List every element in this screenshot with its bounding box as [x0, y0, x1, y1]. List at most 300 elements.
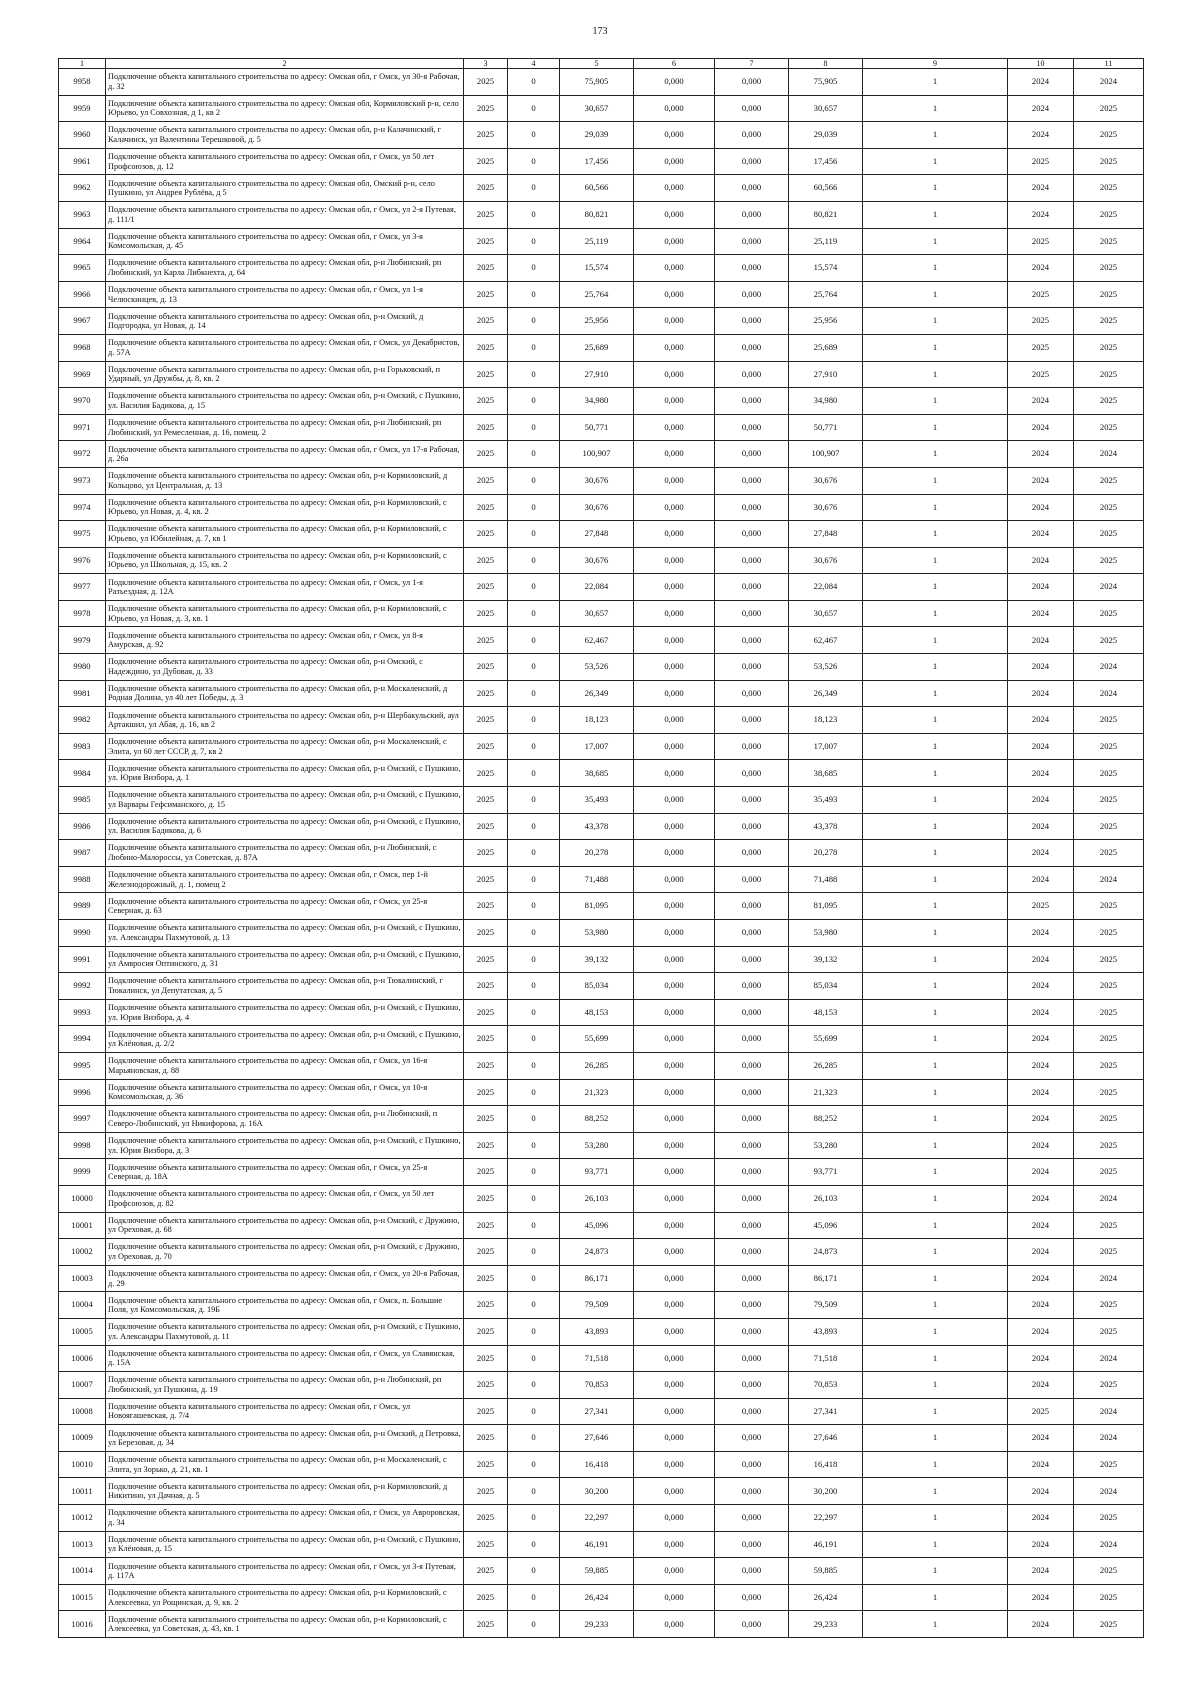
table-row: [59, 122, 1144, 149]
table-row: [59, 414, 1144, 441]
zero-cell: 0,000: [634, 361, 715, 388]
start-year-cell: 2024: [1008, 1106, 1074, 1133]
zero-cell: 0,000: [634, 1531, 715, 1558]
zero-cell: 0,000: [715, 1345, 789, 1372]
start-year-cell: 2024: [1008, 813, 1074, 840]
count-cell: 1: [863, 1132, 1008, 1159]
count-cell: 1: [863, 866, 1008, 893]
column-number: 1: [59, 59, 106, 69]
zero-cell: 0,000: [634, 946, 715, 973]
start-year-cell: 2024: [1008, 1318, 1074, 1345]
object-description: Подключение объекта капитального строительства по адресу: Омская обл, р-н Любинский, рп Любинский, ул Пушкина, д. 19: [106, 1372, 464, 1399]
year-cell: 2025: [464, 840, 508, 867]
count-cell: 1: [863, 1505, 1008, 1532]
start-year-cell: 2024: [1008, 1239, 1074, 1266]
start-year-cell: 2024: [1008, 122, 1074, 149]
total-cell: 53,980: [560, 920, 634, 947]
table-row: [59, 627, 1144, 654]
row-number: 9974: [59, 494, 106, 521]
table-row: [59, 1132, 1144, 1159]
zero-cell: 0,000: [715, 1425, 789, 1452]
end-year-cell: 2025: [1074, 281, 1144, 308]
start-year-cell: 2024: [1008, 680, 1074, 707]
count-cell: 1: [863, 1531, 1008, 1558]
total-cell: 71,518: [560, 1345, 634, 1372]
start-year-cell: 2025: [1008, 334, 1074, 361]
value-cell: 0: [508, 1318, 560, 1345]
value-cell: 0: [508, 893, 560, 920]
zero-cell: 0,000: [634, 1106, 715, 1133]
table-row: [59, 1425, 1144, 1452]
start-year-cell: 2024: [1008, 787, 1074, 814]
zero-cell: 0,000: [715, 627, 789, 654]
object-description: Подключение объекта капитального строительства по адресу: Омская обл, р-н Омский, с Пушкино, ул Клёновая, д. 2/2: [106, 1026, 464, 1053]
zero-cell: 0,000: [715, 1159, 789, 1186]
amount-cell: 29,233: [789, 1611, 863, 1638]
zero-cell: 0,000: [634, 1451, 715, 1478]
total-cell: 100,907: [560, 441, 634, 468]
zero-cell: 0,000: [634, 574, 715, 601]
zero-cell: 0,000: [715, 680, 789, 707]
zero-cell: 0,000: [634, 1584, 715, 1611]
zero-cell: 0,000: [634, 600, 715, 627]
total-cell: 81,095: [560, 893, 634, 920]
value-cell: 0: [508, 1558, 560, 1585]
count-cell: 1: [863, 1079, 1008, 1106]
table-row: [59, 95, 1144, 122]
amount-cell: 18,123: [789, 707, 863, 734]
end-year-cell: 2025: [1074, 627, 1144, 654]
row-number: 9981: [59, 680, 106, 707]
zero-cell: 0,000: [715, 1558, 789, 1585]
total-cell: 70,853: [560, 1372, 634, 1399]
value-cell: 0: [508, 308, 560, 335]
zero-cell: 0,000: [634, 1079, 715, 1106]
row-number: 10012: [59, 1505, 106, 1532]
count-cell: 1: [863, 494, 1008, 521]
zero-cell: 0,000: [634, 1052, 715, 1079]
zero-cell: 0,000: [715, 467, 789, 494]
row-number: 10003: [59, 1265, 106, 1292]
start-year-cell: 2024: [1008, 1026, 1074, 1053]
total-cell: 29,233: [560, 1611, 634, 1638]
count-cell: 1: [863, 1212, 1008, 1239]
zero-cell: 0,000: [634, 813, 715, 840]
year-cell: 2025: [464, 1212, 508, 1239]
object-description: Подключение объекта капитального строительства по адресу: Омская обл, г Омск, ул 3-я Путевая, д. 117А: [106, 1558, 464, 1585]
row-number: 10002: [59, 1239, 106, 1266]
amount-cell: 25,689: [789, 334, 863, 361]
zero-cell: 0,000: [634, 1265, 715, 1292]
zero-cell: 0,000: [634, 148, 715, 175]
year-cell: 2025: [464, 1265, 508, 1292]
year-cell: 2025: [464, 946, 508, 973]
year-cell: 2025: [464, 973, 508, 1000]
end-year-cell: 2024: [1074, 654, 1144, 681]
zero-cell: 0,000: [634, 1611, 715, 1638]
amount-cell: 17,456: [789, 148, 863, 175]
amount-cell: 85,034: [789, 973, 863, 1000]
table-row: [59, 441, 1144, 468]
row-number: 9987: [59, 840, 106, 867]
object-description: Подключение объекта капитального строительства по адресу: Омская обл, Кормиловский р-н, село Юрьево, ул Совхозная, д 1, кв 2: [106, 95, 464, 122]
year-cell: 2025: [464, 999, 508, 1026]
end-year-cell: 2024: [1074, 1398, 1144, 1425]
zero-cell: 0,000: [634, 627, 715, 654]
object-description: Подключение объекта капитального строительства по адресу: Омская обл, р-н Кормиловский, с Алексеевка, ул Советская, д. 43, кв. 1: [106, 1611, 464, 1638]
zero-cell: 0,000: [634, 1425, 715, 1452]
end-year-cell: 2025: [1074, 1584, 1144, 1611]
total-cell: 18,123: [560, 707, 634, 734]
end-year-cell: 2025: [1074, 255, 1144, 282]
row-number: 10014: [59, 1558, 106, 1585]
total-cell: 26,285: [560, 1052, 634, 1079]
amount-cell: 88,252: [789, 1106, 863, 1133]
total-cell: 26,424: [560, 1584, 634, 1611]
year-cell: 2025: [464, 1425, 508, 1452]
zero-cell: 0,000: [715, 414, 789, 441]
count-cell: 1: [863, 1106, 1008, 1133]
start-year-cell: 2024: [1008, 1159, 1074, 1186]
row-number: 9989: [59, 893, 106, 920]
object-description: Подключение объекта капитального строительства по адресу: Омская обл, Омский р-н, село Пушкино, ул Андрея Рублёва, д 5: [106, 175, 464, 202]
object-description: Подключение объекта капитального строительства по адресу: Омская обл, г Омск, ул 50 лет Профсоюзов, д. 12: [106, 148, 464, 175]
zero-cell: 0,000: [715, 999, 789, 1026]
amount-cell: 30,676: [789, 467, 863, 494]
count-cell: 1: [863, 175, 1008, 202]
count-cell: 1: [863, 787, 1008, 814]
zero-cell: 0,000: [634, 1292, 715, 1319]
object-description: Подключение объекта капитального строительства по адресу: Омская обл, г Омск, ул Славянская, д. 15А: [106, 1345, 464, 1372]
total-cell: 75,905: [560, 69, 634, 96]
start-year-cell: 2024: [1008, 866, 1074, 893]
total-cell: 20,278: [560, 840, 634, 867]
start-year-cell: 2024: [1008, 840, 1074, 867]
value-cell: 0: [508, 920, 560, 947]
table-row: [59, 148, 1144, 175]
amount-cell: 80,821: [789, 201, 863, 228]
total-cell: 24,873: [560, 1239, 634, 1266]
total-cell: 27,910: [560, 361, 634, 388]
row-number: 9962: [59, 175, 106, 202]
zero-cell: 0,000: [715, 388, 789, 415]
count-cell: 1: [863, 893, 1008, 920]
table-row: [59, 361, 1144, 388]
start-year-cell: 2024: [1008, 1052, 1074, 1079]
count-cell: 1: [863, 334, 1008, 361]
start-year-cell: 2024: [1008, 760, 1074, 787]
total-cell: 27,341: [560, 1398, 634, 1425]
value-cell: 0: [508, 1425, 560, 1452]
table-row: [59, 1239, 1144, 1266]
year-cell: 2025: [464, 1451, 508, 1478]
table-row: [59, 893, 1144, 920]
row-number: 10015: [59, 1584, 106, 1611]
value-cell: 0: [508, 547, 560, 574]
end-year-cell: 2025: [1074, 1212, 1144, 1239]
row-number: 10009: [59, 1425, 106, 1452]
start-year-cell: 2024: [1008, 547, 1074, 574]
value-cell: 0: [508, 255, 560, 282]
table-row: [59, 1052, 1144, 1079]
zero-cell: 0,000: [715, 1318, 789, 1345]
end-year-cell: 2024: [1074, 1265, 1144, 1292]
count-cell: 1: [863, 680, 1008, 707]
column-number: 2: [106, 59, 464, 69]
zero-cell: 0,000: [715, 1132, 789, 1159]
value-cell: 0: [508, 1372, 560, 1399]
zero-cell: 0,000: [715, 946, 789, 973]
end-year-cell: 2025: [1074, 707, 1144, 734]
value-cell: 0: [508, 680, 560, 707]
count-cell: 1: [863, 308, 1008, 335]
table-row: [59, 1185, 1144, 1212]
end-year-cell: 2025: [1074, 1558, 1144, 1585]
amount-cell: 30,657: [789, 600, 863, 627]
table-row: [59, 707, 1144, 734]
start-year-cell: 2025: [1008, 281, 1074, 308]
object-description: Подключение объекта капитального строительства по адресу: Омская обл, р-н Кормиловский, д Кольцово, ул Центральная, д. 13: [106, 467, 464, 494]
end-year-cell: 2025: [1074, 840, 1144, 867]
object-description: Подключение объекта капитального строительства по адресу: Омская обл, г Омск, ул 17-я Рабочая, д. 26а: [106, 441, 464, 468]
end-year-cell: 2025: [1074, 228, 1144, 255]
zero-cell: 0,000: [634, 122, 715, 149]
row-number: 10005: [59, 1318, 106, 1345]
table-row: [59, 201, 1144, 228]
end-year-cell: 2025: [1074, 920, 1144, 947]
zero-cell: 0,000: [634, 973, 715, 1000]
year-cell: 2025: [464, 69, 508, 96]
total-cell: 21,323: [560, 1079, 634, 1106]
value-cell: 0: [508, 760, 560, 787]
zero-cell: 0,000: [715, 521, 789, 548]
year-cell: 2025: [464, 1345, 508, 1372]
amount-cell: 71,518: [789, 1345, 863, 1372]
start-year-cell: 2024: [1008, 920, 1074, 947]
zero-cell: 0,000: [634, 893, 715, 920]
object-description: Подключение объекта капитального строительства по адресу: Омская обл, р-н Тюкалинский, г Тюкалинск, ул Депутатская, д. 5: [106, 973, 464, 1000]
row-number: 10016: [59, 1611, 106, 1638]
row-number: 9992: [59, 973, 106, 1000]
zero-cell: 0,000: [715, 547, 789, 574]
count-cell: 1: [863, 627, 1008, 654]
object-description: Подключение объекта капитального строительства по адресу: Омская обл, р-н Кормиловский, с Юрьево, ул Школьная, д. 15, кв. 2: [106, 547, 464, 574]
year-cell: 2025: [464, 1106, 508, 1133]
zero-cell: 0,000: [715, 69, 789, 96]
total-cell: 45,096: [560, 1212, 634, 1239]
zero-cell: 0,000: [634, 680, 715, 707]
count-cell: 1: [863, 69, 1008, 96]
start-year-cell: 2025: [1008, 308, 1074, 335]
total-cell: 86,171: [560, 1265, 634, 1292]
value-cell: 0: [508, 787, 560, 814]
object-description: Подключение объекта капитального строительства по адресу: Омская обл, р-н Любинский, рп Любинский, ул Ремесленная, д. 16, помещ. 2: [106, 414, 464, 441]
total-cell: 34,980: [560, 388, 634, 415]
zero-cell: 0,000: [715, 1239, 789, 1266]
amount-cell: 53,280: [789, 1132, 863, 1159]
value-cell: 0: [508, 707, 560, 734]
zero-cell: 0,000: [715, 1505, 789, 1532]
start-year-cell: 2024: [1008, 1292, 1074, 1319]
end-year-cell: 2024: [1074, 1425, 1144, 1452]
count-cell: 1: [863, 467, 1008, 494]
start-year-cell: 2024: [1008, 946, 1074, 973]
row-number: 9977: [59, 574, 106, 601]
table-row: [59, 1292, 1144, 1319]
object-description: Подключение объекта капитального строительства по адресу: Омская обл, г Омск, ул Авроровская, д. 34: [106, 1505, 464, 1532]
object-description: Подключение объекта капитального строительства по адресу: Омская обл, р-н Омский, с Пушкино, ул. Александры Пахмутовой, д. 13: [106, 920, 464, 947]
end-year-cell: 2025: [1074, 95, 1144, 122]
end-year-cell: 2025: [1074, 1132, 1144, 1159]
year-cell: 2025: [464, 1318, 508, 1345]
count-cell: 1: [863, 1345, 1008, 1372]
end-year-cell: 2025: [1074, 973, 1144, 1000]
table-row: [59, 1531, 1144, 1558]
end-year-cell: 2025: [1074, 1451, 1144, 1478]
amount-cell: 81,095: [789, 893, 863, 920]
table-row: [59, 813, 1144, 840]
amount-cell: 20,278: [789, 840, 863, 867]
total-cell: 30,676: [560, 547, 634, 574]
zero-cell: 0,000: [715, 95, 789, 122]
table-row: [59, 521, 1144, 548]
row-number: 9960: [59, 122, 106, 149]
zero-cell: 0,000: [634, 1132, 715, 1159]
start-year-cell: 2024: [1008, 388, 1074, 415]
start-year-cell: 2024: [1008, 521, 1074, 548]
zero-cell: 0,000: [634, 255, 715, 282]
year-cell: 2025: [464, 1159, 508, 1186]
zero-cell: 0,000: [715, 1079, 789, 1106]
total-cell: 46,191: [560, 1531, 634, 1558]
total-cell: 27,646: [560, 1425, 634, 1452]
end-year-cell: 2025: [1074, 1159, 1144, 1186]
end-year-cell: 2025: [1074, 733, 1144, 760]
total-cell: 79,509: [560, 1292, 634, 1319]
value-cell: 0: [508, 1159, 560, 1186]
zero-cell: 0,000: [715, 308, 789, 335]
column-number: 10: [1008, 59, 1074, 69]
value-cell: 0: [508, 494, 560, 521]
count-cell: 1: [863, 148, 1008, 175]
row-number: 9997: [59, 1106, 106, 1133]
year-cell: 2025: [464, 760, 508, 787]
total-cell: 50,771: [560, 414, 634, 441]
end-year-cell: 2025: [1074, 308, 1144, 335]
start-year-cell: 2025: [1008, 1398, 1074, 1425]
column-number: 6: [634, 59, 715, 69]
object-description: Подключение объекта капитального строительства по адресу: Омская обл, г Омск, ул 1-я Разъездная, д. 12А: [106, 574, 464, 601]
amount-cell: 48,153: [789, 999, 863, 1026]
table-row: [59, 920, 1144, 947]
zero-cell: 0,000: [634, 654, 715, 681]
end-year-cell: 2025: [1074, 760, 1144, 787]
end-year-cell: 2024: [1074, 69, 1144, 96]
year-cell: 2025: [464, 494, 508, 521]
object-description: Подключение объекта капитального строительства по адресу: Омская обл, р-н Кормиловский, с Юрьево, ул Новая, д. 4, кв. 2: [106, 494, 464, 521]
row-number: 9998: [59, 1132, 106, 1159]
zero-cell: 0,000: [715, 201, 789, 228]
amount-cell: 25,119: [789, 228, 863, 255]
start-year-cell: 2024: [1008, 414, 1074, 441]
end-year-cell: 2024: [1074, 441, 1144, 468]
value-cell: 0: [508, 228, 560, 255]
page-number: 173: [592, 26, 608, 37]
zero-cell: 0,000: [715, 255, 789, 282]
zero-cell: 0,000: [715, 920, 789, 947]
object-description: Подключение объекта капитального строительства по адресу: Омская обл, г Омск, ул 25-я Северная, д. 18А: [106, 1159, 464, 1186]
start-year-cell: 2024: [1008, 1265, 1074, 1292]
table-row: [59, 388, 1144, 415]
count-cell: 1: [863, 122, 1008, 149]
row-number: 9965: [59, 255, 106, 282]
object-description: Подключение объекта капитального строительства по адресу: Омская обл, р-н Омский, д Подгородка, ул Новая, д. 14: [106, 308, 464, 335]
year-cell: 2025: [464, 361, 508, 388]
zero-cell: 0,000: [715, 733, 789, 760]
end-year-cell: 2025: [1074, 521, 1144, 548]
zero-cell: 0,000: [715, 760, 789, 787]
end-year-cell: 2025: [1074, 1052, 1144, 1079]
amount-cell: 53,526: [789, 654, 863, 681]
start-year-cell: 2024: [1008, 441, 1074, 468]
zero-cell: 0,000: [715, 600, 789, 627]
zero-cell: 0,000: [715, 893, 789, 920]
column-number: 8: [789, 59, 863, 69]
zero-cell: 0,000: [634, 1212, 715, 1239]
count-cell: 1: [863, 201, 1008, 228]
year-cell: 2025: [464, 1558, 508, 1585]
object-description: Подключение объекта капитального строительства по адресу: Омская обл, р-н Омский, с Пушкино, ул. Юрия Визбора, д. 1: [106, 760, 464, 787]
zero-cell: 0,000: [715, 1106, 789, 1133]
zero-cell: 0,000: [634, 1185, 715, 1212]
zero-cell: 0,000: [715, 1531, 789, 1558]
end-year-cell: 2024: [1074, 1531, 1144, 1558]
value-cell: 0: [508, 973, 560, 1000]
year-cell: 2025: [464, 281, 508, 308]
row-number: 9966: [59, 281, 106, 308]
object-description: Подключение объекта капитального строительства по адресу: Омская обл, г Омск, ул 8-я Амурская, д. 92: [106, 627, 464, 654]
value-cell: 0: [508, 441, 560, 468]
year-cell: 2025: [464, 308, 508, 335]
end-year-cell: 2025: [1074, 201, 1144, 228]
row-number: 9978: [59, 600, 106, 627]
object-description: Подключение объекта капитального строительства по адресу: Омская обл, р-н Москаленский, д Родная Долина, ул 40 лет Победы, д. 3: [106, 680, 464, 707]
year-cell: 2025: [464, 201, 508, 228]
count-cell: 1: [863, 1185, 1008, 1212]
object-description: Подключение объекта капитального строительства по адресу: Омская обл, р-н Омский, с Пушкино, ул. Александры Пахмутовой, д. 11: [106, 1318, 464, 1345]
total-cell: 16,418: [560, 1451, 634, 1478]
table-row: [59, 1318, 1144, 1345]
table-row: [59, 1106, 1144, 1133]
zero-cell: 0,000: [634, 1558, 715, 1585]
table-row: [59, 1372, 1144, 1399]
year-cell: 2025: [464, 1079, 508, 1106]
table-row: [59, 1558, 1144, 1585]
year-cell: 2025: [464, 733, 508, 760]
object-description: Подключение объекта капитального строительства по адресу: Омская обл, р-н Омский, с Пушкино, ул. Василия Бадикова, д. 15: [106, 388, 464, 415]
start-year-cell: 2025: [1008, 148, 1074, 175]
row-number: 9984: [59, 760, 106, 787]
zero-cell: 0,000: [634, 1505, 715, 1532]
year-cell: 2025: [464, 600, 508, 627]
start-year-cell: 2024: [1008, 1478, 1074, 1505]
row-number: 9970: [59, 388, 106, 415]
value-cell: 0: [508, 414, 560, 441]
table-row: [59, 494, 1144, 521]
total-cell: 38,685: [560, 760, 634, 787]
start-year-cell: 2024: [1008, 627, 1074, 654]
start-year-cell: 2025: [1008, 893, 1074, 920]
